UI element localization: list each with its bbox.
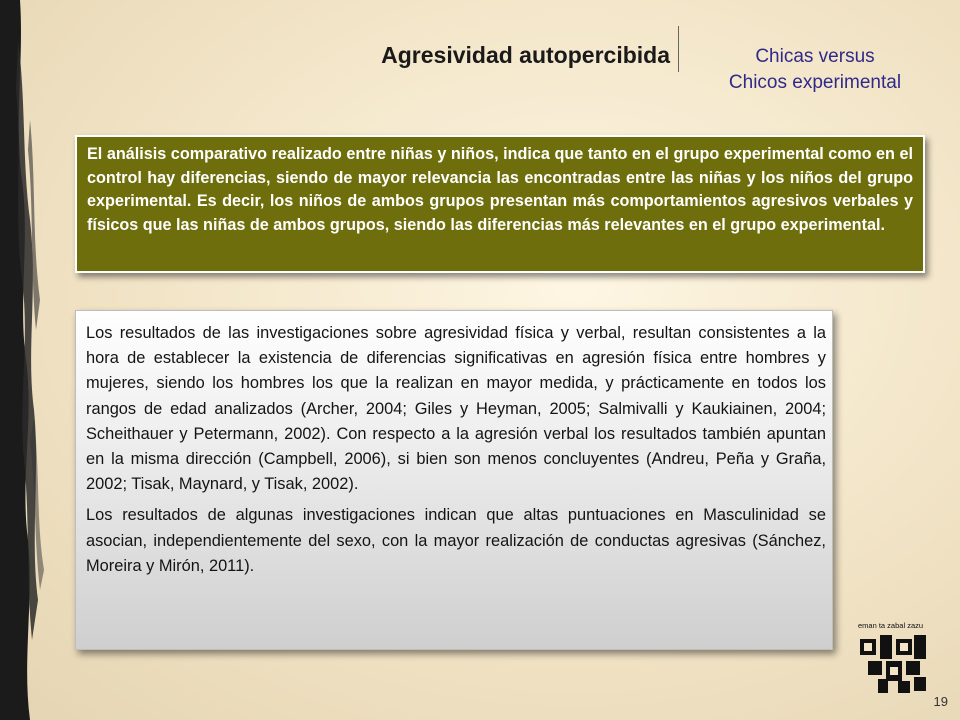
- summary-box: El análisis comparativo realizado entre niñas y niños, indica que tanto en el grupo experimental como en el control hay diferencias, siendo de mayor relevancia las encontradas entre las niñas y los niños del grupo experimental. Es decir, los niños de ambos grupos presentan más comportamientos agresivos verbales y físicos que las niñas de ambos grupos, siendo las diferencias más relevantes en el grupo experimental.: [75, 135, 925, 273]
- university-emblem-icon: [858, 621, 930, 696]
- brush-stroke-decoration: [0, 0, 60, 720]
- logo-motto: eman ta zabal zazu: [858, 621, 924, 630]
- literature-paragraph-2: Los resultados de algunas investigaciones indican que altas puntuaciones en Masculinidad se asocian, independientemente del sexo, con la mayor realización de conductas agresivas (Sánchez, Moreira y Mirón, 2011).: [86, 506, 826, 575]
- subtitle-line-1: Chicas versus: [755, 46, 875, 67]
- slide-subtitle: [690, 44, 940, 96]
- title-divider: [678, 26, 679, 72]
- literature-paragraph-1: Los resultados de las investigaciones sobre agresividad física y verbal, resultan consistentes a la hora de establecer la existencia de diferencias significativas en agresión física entre hombres y mujeres, siendo los hombres los que la realizan en mayor medida, y prácticamente en todos los rangos de edad analizados (Archer, 2004; Giles y Heyman, 2005; Salmivalli y Kaukiainen, 2004; Scheithauer y Petermann, 2002). Con respecto a la agresión verbal los resultados también apuntan en la misma dirección (Campbell, 2006), si bien son menos concluyentes (Andreu, Peña y Graña, 2002; Tisak, Maynard, y Tisak, 2002).: [86, 324, 826, 494]
- subtitle-line-2: Chicos experimental: [728, 72, 902, 93]
- page-number: 19: [933, 694, 948, 709]
- literature-box: [75, 310, 833, 650]
- slide-title: Agresividad autopercibida: [381, 42, 670, 68]
